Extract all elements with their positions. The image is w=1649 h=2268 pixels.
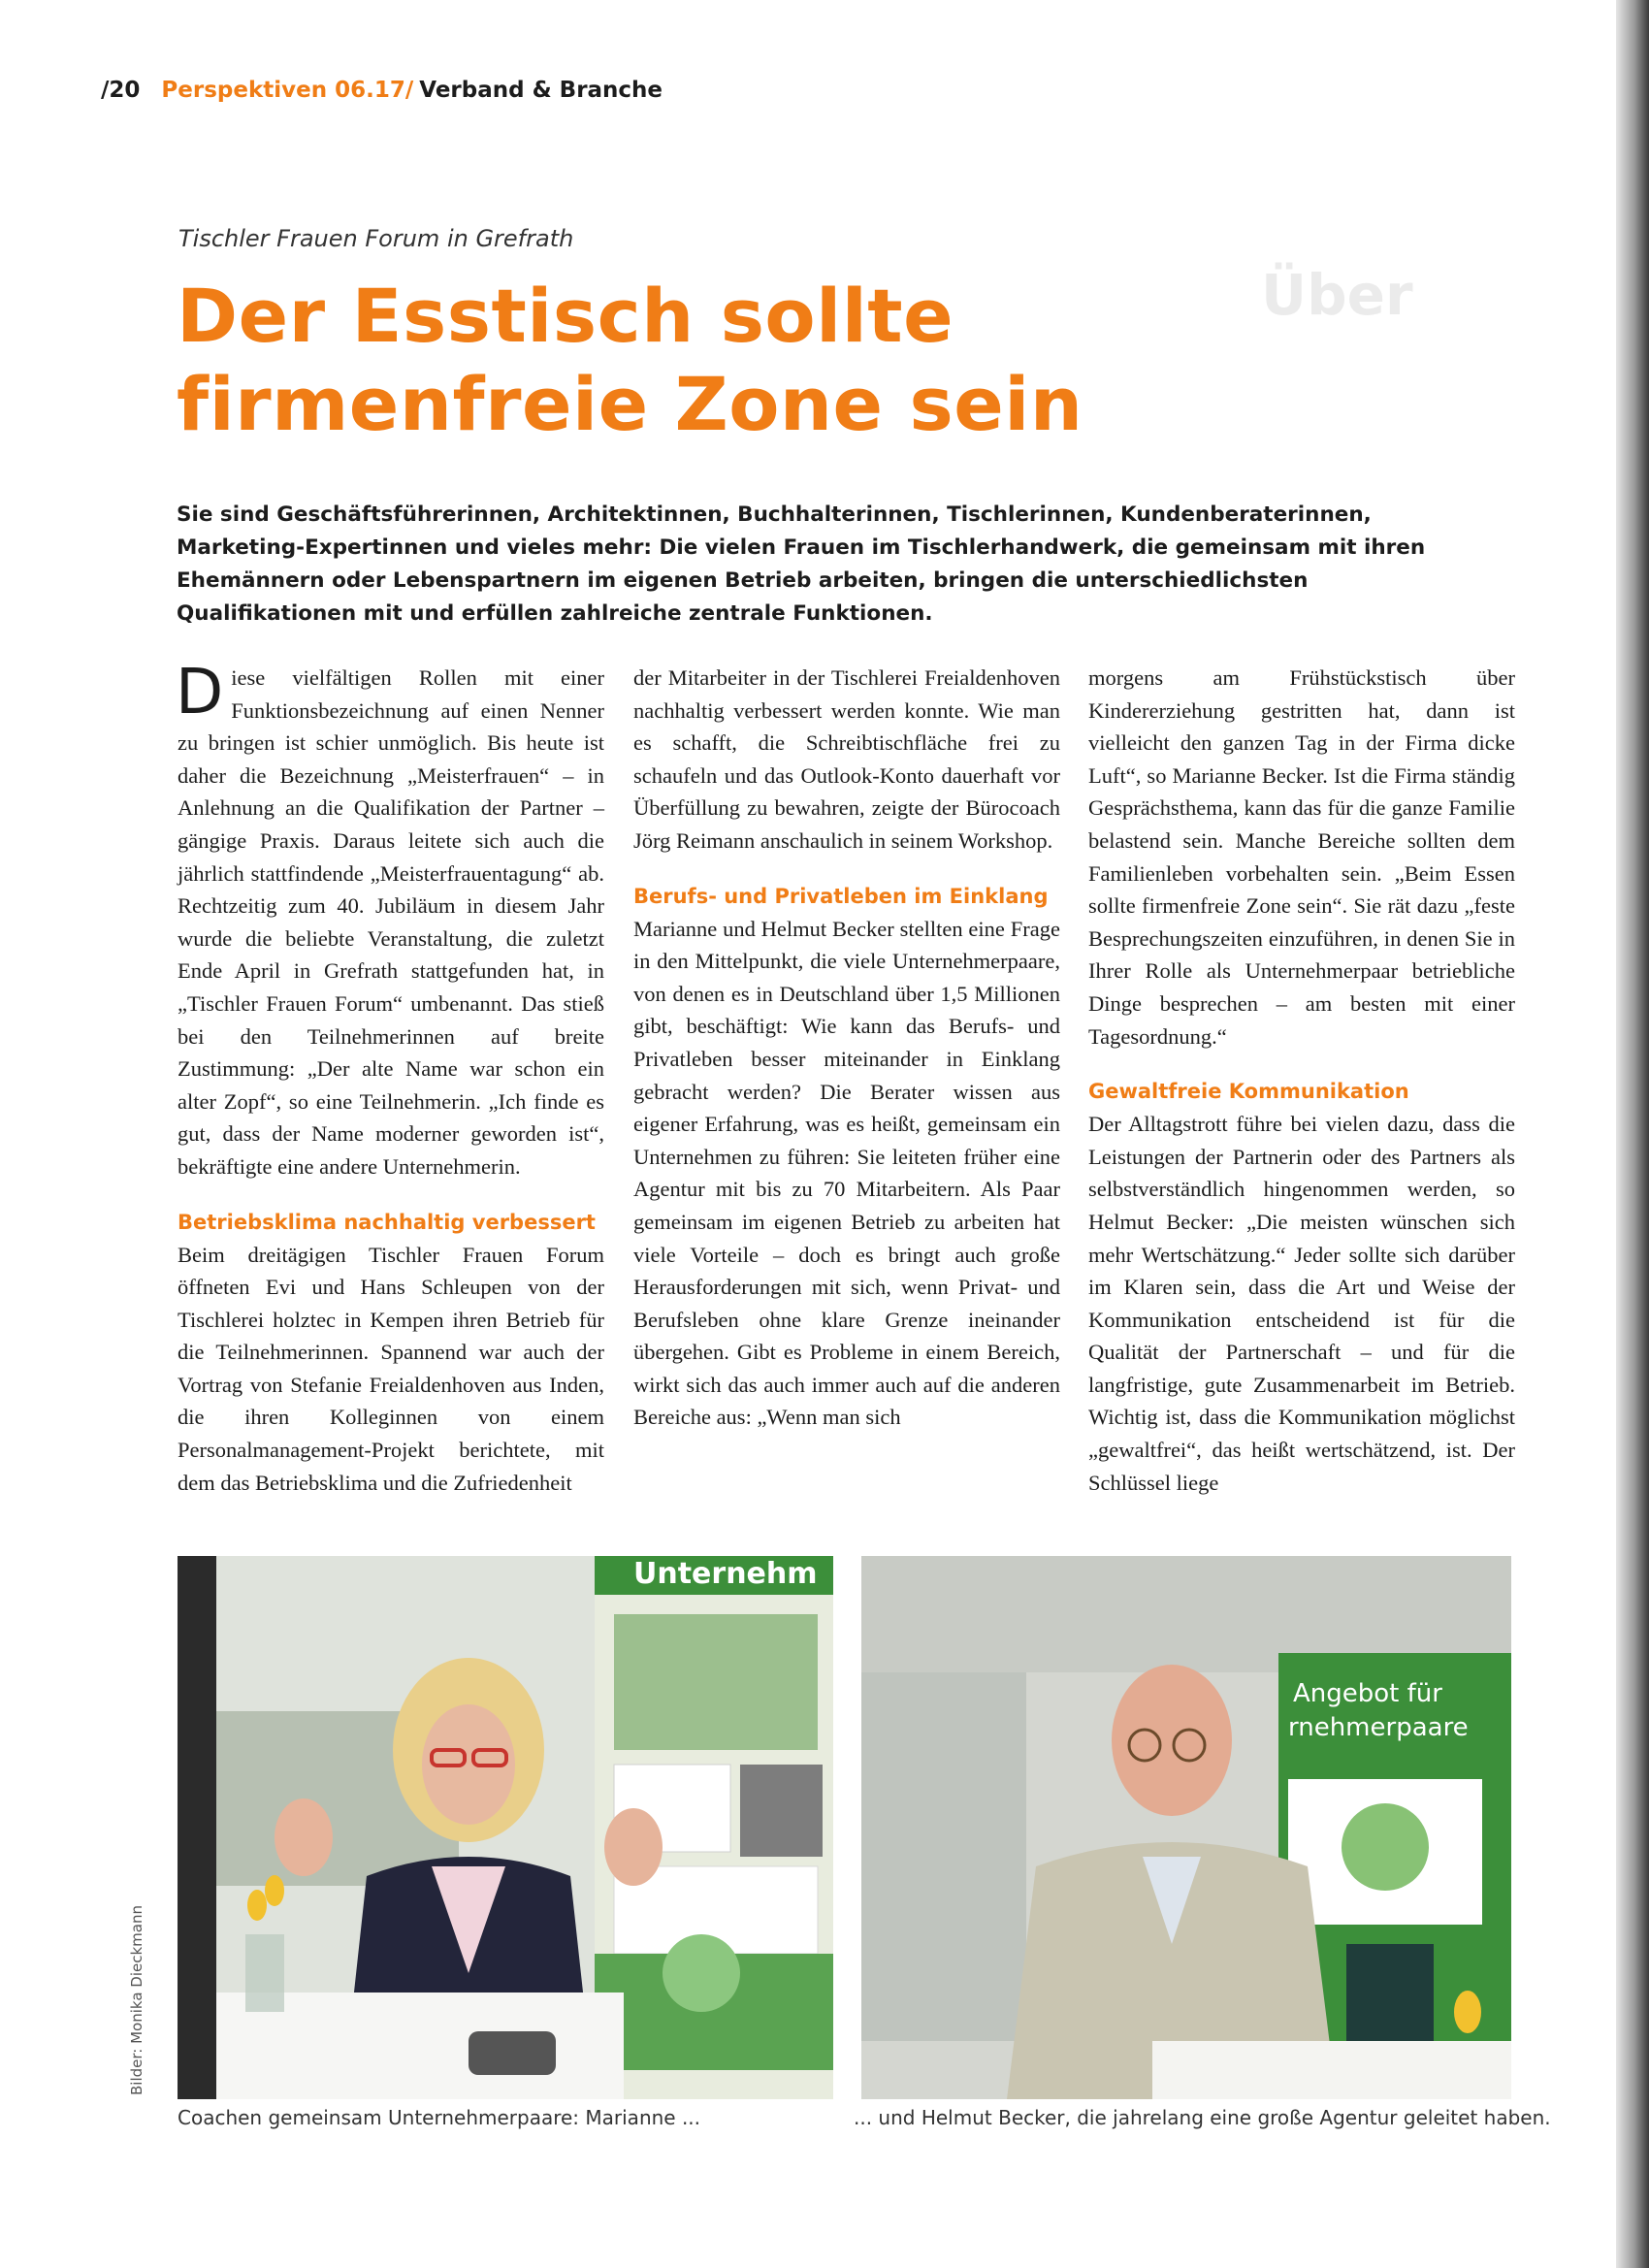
body-paragraph: morgens am Frühstückstisch über Kindererziehung gestritten hat, dann ist vielleicht den ganzen Tag in der Firma dicke Luft“, so Marianne Becker. Ist die Firma ständig Gesprächsthema, kann das für die ganze Familie belastend sein. Manche Bereiche sollten dem Familienleben vorbehalten sein. „Beim Essen sollte firmenfreie Zone sein“. Sie rät dazu „feste Besprechungszeiten einzuführen, in denen Sie in Ihrer Rolle als Unternehmerpaar betriebliche Dinge besprechen – am besten mit einer Tagesordnung.“ (1088, 665, 1515, 1049)
article-kicker: Tischler Frauen Forum in Grefrath (178, 225, 574, 252)
text-column-2 (633, 662, 1060, 1434)
banner-1-text: Unternehm (633, 1557, 818, 1591)
headline-line-1: Der Esstisch sollte (177, 273, 954, 359)
page-header (101, 78, 663, 103)
photo-2-illustration (861, 1556, 1511, 2099)
subheading: Gewaltfreie Kommunikation (1088, 1080, 1409, 1104)
body-paragraph: der Mitarbeiter in der Tischlerei Freialdenhoven nachhaltig verbessert werden konnte. Wie man es schafft, die Schreibtischfläche frei zu schaufeln und das Outlook-Konto dauerhaft vor Überfüllung zu bewahren, zeigte der Bürocoach Jörg Reimann anschaulich in seinem Workshop. (633, 665, 1060, 853)
body-paragraph (176, 657, 604, 1183)
photo-helmut-becker (861, 1556, 1511, 2099)
bleed-through-text: Über (1261, 262, 1413, 328)
page-number: /20 (101, 78, 141, 103)
photo-credit: Bilder: Monika Dieckmann (128, 1905, 146, 2095)
article-lead: Sie sind Geschäftsführerinnen, Architektinnen, Buchhalterinnen, Tischlerinnen, Kundenberaterinnen, Marketing-Expertinnen und vieles mehr: Die vielen Frauen im Tischlerhandwerk, die gemeinsam mit ihren Ehemännern oder Lebenspartnern im eigenen Betrieb arbeiten, bringen die unterschiedlichsten Qualifikationen mit und erfüllen zahlreiche zentrale Funktionen. (177, 502, 1426, 626)
photo-caption-1: Coachen gemeinsam Unternehmerpaare: Marianne ... (178, 2106, 701, 2129)
banner-2-line-1: Angebot für (1293, 1679, 1442, 1708)
body-paragraph: Marianne und Helmut Becker stellten eine Frage in den Mittelpunkt, die viele Unternehmerpaare, von denen es in Deutschland über 1,5 Millionen gibt, beschäftigt: Wie kann das Berufs- und Privatleben besser miteinander in Einklang gebracht werden? Die Berater wissen aus eigener Erfahrung, was es heißt, gemeinsam ein Unternehmen zu führen: Sie leiteten früher eine Agentur mit bis zu 70 Mitarbeitern. Als Paar gemeinsam im eigenen Betrieb zu arbeiten hat viele Vorteile – doch es bringt auch große Herausforderungen mit sich, wenn Privat- und Berufsleben ohne klare Grenze ineinander übergehen. Gibt es Probleme in einem Bereich, wirkt sich das auch immer auch auf die anderen Bereiche aus: „Wenn man sich (633, 916, 1060, 1430)
photo-1-illustration (178, 1556, 833, 2099)
page-edge (1616, 0, 1649, 2268)
article-headline (177, 272, 1399, 448)
body-paragraph: Beim dreitägigen Tischler Frauen Forum öffneten Evi und Hans Schleupen von der Tischlerei holztec in Kempen ihren Betrieb für die Teilnehmerinnen. Spannend war auch der Vortrag von Stefanie Freialdenhoven aus Inden, die ihren Kolleginnen von einem Personalmanagement-Projekt berichtete, mit dem das Betriebsklima und die Zufriedenheit (178, 1242, 604, 1495)
subheading: Berufs- und Privatleben im Einklang (633, 884, 1049, 908)
text-column-3 (1088, 662, 1515, 1499)
drop-cap: D (176, 657, 224, 729)
photo-marianne-becker (178, 1556, 833, 2099)
banner-2-line-2: rnehmerpaare (1288, 1713, 1469, 1742)
section-title: Verband & Branche (419, 78, 663, 103)
body-paragraph: Der Alltagstrott führe bei vielen dazu, dass die Leistungen der Partnerin oder des Partners als selbstverständlich hingenommen werden, so Helmut Becker: „Die meisten wünschen sich mehr Wertschätzung.“ Jeder sollte sich darüber im Klaren sein, dass die Art und Weise der Kommunikation entscheidend ist für die Qualität der Partnerschaft – und für die langfristige, gute Zusammenarbeit im Betrieb. Wichtig ist, dass die Kommunikation möglichst „gewaltfrei“, das heißt wertschätzend, ist. Der Schlüssel liege (1088, 1112, 1515, 1495)
photo-caption-2: ... und Helmut Becker, die jahrelang eine große Agentur geleitet haben. (854, 2106, 1551, 2129)
headline-line-2: firmenfreie Zone sein (177, 361, 1083, 447)
subheading: Betriebsklima nachhaltig verbessert (178, 1210, 596, 1234)
body-text: iese vielfältigen Rollen mit einer Funktionsbezeichnung auf einen Nenner zu bringen ist schier unmöglich. Bis heute ist daher die Bezeichnung „Meisterfrauen“ – in Anlehnung an die Qualifikation der Partner – gängige Praxis. Daraus leitete sich auch die jährlich stattfindende „Meisterfrauentagung“ ab. Rechtzeitig zum 40. Jubiläum in diesem Jahr wurde die beliebte Veranstaltung, die zuletzt Ende April in Grefrath stattgefunden hat, in „Tischler Frauen Forum“ umbenannt. Das stieß bei den Teilnehmerinnen auf breite Zustimmung: „Der alte Name war schon ein alter Zopf“, so eine Teilnehmerin. „Ich finde es gut, dass der Name moderner geworden ist“, bekräftigte eine andere Unternehmerin. (178, 665, 604, 1179)
magazine-issue: Perspektiven 06.17/ (161, 78, 414, 103)
text-column-1 (176, 657, 604, 1499)
